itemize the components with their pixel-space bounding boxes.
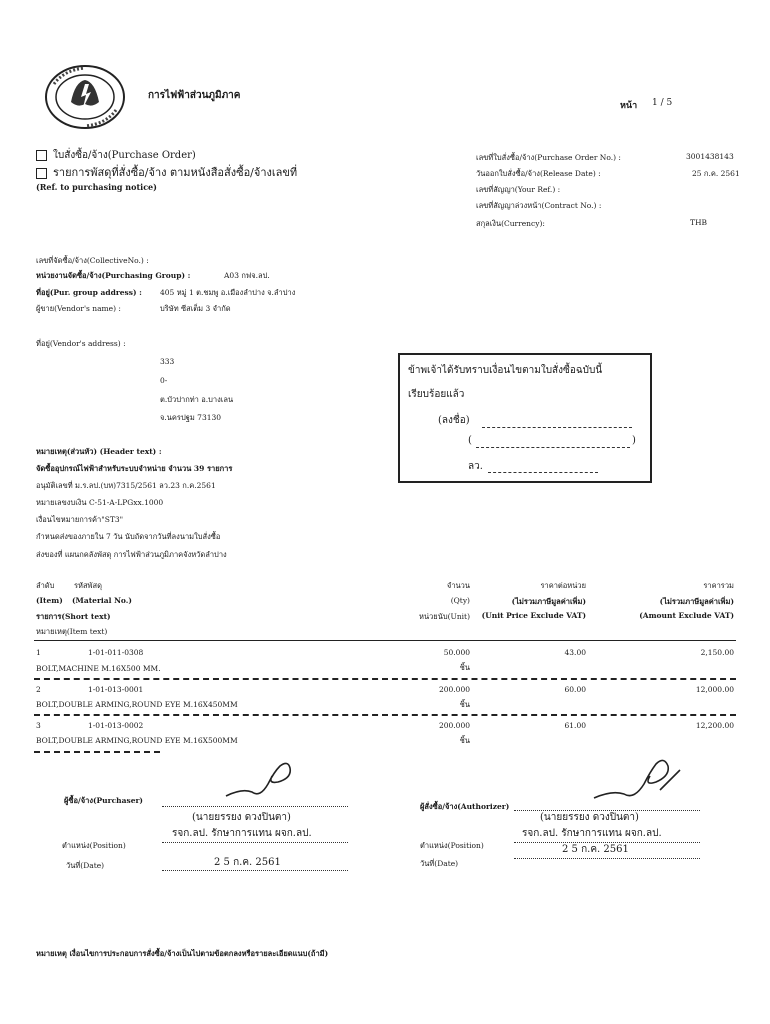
pur-group-address-label: ที่อยู่(Pur. group address) : <box>36 288 142 297</box>
header-text-line-1: จัดซื้ออุปกรณ์ไฟฟ้าสำหรับระบบจำหน่าย จำนวน 39 รายการ <box>36 464 233 473</box>
vendor-name-value: บริษัท ซีสเต็ม 3 จำกัด <box>160 304 231 313</box>
currency-value: THB <box>690 218 708 227</box>
stamp-line-2: เรียบร้อยแล้ว <box>408 389 465 400</box>
row-1-material: 1-01-011-0308 <box>88 648 144 657</box>
row-2-price: 60.00 <box>564 685 586 694</box>
row-3-divider <box>34 751 160 753</box>
your-ref-label: เลขที่สัญญา(Your Ref.) : <box>476 185 561 194</box>
po-label: ใบสั่งซื้อ/จ้าง(Purchase Order) <box>53 150 196 161</box>
col-item-en: (Item) <box>36 596 63 605</box>
col-price-en: (Unit Price Exclude VAT) <box>481 611 586 620</box>
col-unit: หน่วยนับ(Unit) <box>419 612 470 621</box>
col-qty-en: (Qty) <box>450 596 470 605</box>
purchaser-sign-line <box>162 806 348 807</box>
row-2-amount: 12,000.00 <box>695 685 734 694</box>
purchaser-label: ผู้ซื้อ/จ้าง(Purchaser) <box>64 796 143 805</box>
authorizer-date-value: 2 5 ก.ค. 2561 <box>562 844 629 855</box>
row-3-no: 3 <box>36 721 41 730</box>
po-checkbox-row <box>36 148 196 163</box>
vendor-address-line-3: ต.บัวปากท่า อ.บางเลน <box>160 395 234 404</box>
row-2-no: 2 <box>36 685 41 694</box>
authorizer-signature <box>590 754 686 806</box>
col-item-text: หมายเหตุ(Item text) <box>36 627 108 636</box>
row-3-price: 61.00 <box>564 721 586 730</box>
list-checkbox[interactable] <box>36 168 47 179</box>
list-checkbox-row <box>36 163 297 181</box>
row-1-amount: 2,150.00 <box>700 648 734 657</box>
row-3-unit: ชิ้น <box>459 736 470 745</box>
vendor-address-line-1: 333 <box>160 357 175 366</box>
row-1-divider <box>34 678 736 680</box>
row-1-unit: ชิ้น <box>459 663 470 672</box>
row-2-qty: 200.000 <box>438 685 470 694</box>
acknowledgement-stamp <box>398 353 652 483</box>
header-text-line-3: หมายเลขงบเงิน C-51-A-LPGxx.1000 <box>36 498 164 507</box>
authorizer-position-value: รจก.ลป. รักษาการแทน ผจก.ลป. <box>522 828 662 839</box>
po-number-label: เลขที่ใบสั่งซื้อ/จ้าง(Purchase Order No.) : <box>476 153 621 162</box>
header-text-title: หมายเหตุ(ส่วนหัว) (Header text) : <box>36 447 162 456</box>
stamp-date-label: ลว. <box>468 461 483 472</box>
purchaser-date-line <box>162 870 348 871</box>
header-text-line-2: อนุมัติเลขที่ ม.ร.ลป.(บห)7315/2561 ลว.23 ก.ค.2561 <box>36 481 216 490</box>
purchaser-name: (นายยรรยง ดวงปินตา) <box>192 812 291 823</box>
stamp-close-paren: ) <box>632 435 636 446</box>
vendor-address-label: ที่อยู่(Vendor's address) : <box>36 339 126 348</box>
authorizer-position-label: ตำแหน่ง(Position) <box>420 841 484 850</box>
purchasing-group-value: A03 กฟจ.ลป. <box>224 271 270 280</box>
stamp-name-line <box>476 447 630 448</box>
col-short-text: รายการ(Short text) <box>36 612 111 621</box>
row-3-qty: 200.000 <box>438 721 470 730</box>
stamp-open-paren: ( <box>468 435 472 446</box>
header-text-line-5: กำหนดส่งของภายใน 7 วัน นับถัดจากวันที่ลงนามใบสั่งซื้อ <box>36 532 221 541</box>
table-header-rule <box>34 640 736 641</box>
header-text-line-6: ส่งของที่ แผนกคลังพัสดุ การไฟฟ้าส่วนภูมิภาคจังหวัดลำปาง <box>36 550 227 559</box>
col-amount: ราคารวม <box>703 581 734 590</box>
release-date-label: วันออกใบสั่งซื้อ/จ้าง(Release Date) : <box>476 169 601 178</box>
row-3-amount: 12,200.00 <box>695 721 734 730</box>
col-material-en: (Material No.) <box>72 596 132 605</box>
col-price: ราคาต่อหน่วย <box>540 581 586 590</box>
po-checkbox[interactable] <box>36 150 47 161</box>
col-qty: จำนวน <box>446 581 470 590</box>
contract-label: เลขที่สัญญาล่วงหน้า(Contract No.) : <box>476 201 602 210</box>
po-number-value: 3001438143 <box>686 152 734 161</box>
row-2-divider <box>34 714 736 716</box>
collective-label: เลขที่จัดซื้อ/จ้าง(CollectiveNo.) : <box>36 256 149 265</box>
vendor-address-line-4: จ.นครปฐม 73130 <box>160 413 222 422</box>
purchaser-date-value: 2 5 ก.ค. 2561 <box>214 857 281 868</box>
row-2-unit: ชิ้น <box>459 700 470 709</box>
pur-group-address-value: 405 หมู่ 1 ต.ชมพู อ.เมืองลำปาง จ.ลำปาง <box>160 288 296 297</box>
release-date-value: 25 ก.ค. 2561 <box>692 169 740 178</box>
purchaser-signature <box>222 758 302 802</box>
stamp-sign-line <box>482 427 632 428</box>
stamp-date-line <box>488 472 598 473</box>
col-amount-en: (Amount Exclude VAT) <box>639 611 734 620</box>
row-2-desc: BOLT,DOUBLE ARMING,ROUND EYE M.16X450MM <box>36 700 238 709</box>
purchasing-group-label: หน่วยงานจัดซื้อ/จ้าง(Purchasing Group) : <box>36 271 191 280</box>
row-2-material: 1-01-013-0001 <box>88 685 144 694</box>
authorizer-date-label: วันที่(Date) <box>420 859 459 868</box>
list-label: รายการพัสดุที่สั่งซื้อ/จ้าง ตามหนังสือสั่งซื้อ/จ้างเลขที่ <box>53 166 298 179</box>
purchaser-position-value: รจก.ลป. รักษาการแทน ผจก.ลป. <box>172 828 312 839</box>
purchaser-position-line <box>162 842 348 843</box>
page-label: หน้า <box>620 101 638 111</box>
currency-label: สกุลเงิน(Currency): <box>476 219 545 228</box>
stamp-sign-label: (ลงชื่อ) <box>438 415 470 426</box>
ref-label: (Ref. to purchasing notice) <box>36 182 157 192</box>
org-name: การไฟฟ้าส่วนภูมิภาค <box>148 90 241 101</box>
row-1-price: 43.00 <box>564 648 586 657</box>
row-3-material: 1-01-013-0002 <box>88 721 144 730</box>
footer-note: หมายเหตุ เงื่อนไขการประกอบการสั่งซื้อ/จ้างเป็นไปตามข้อตกลงหรือรายละเอียดแนบ(ถ้ามี) <box>36 949 329 958</box>
purchaser-date-label: วันที่(Date) <box>66 861 105 870</box>
authorizer-name: (นายยรรยง ดวงปินตา) <box>540 812 639 823</box>
col-item: ลำดับ <box>36 581 55 590</box>
vendor-name-label: ผู้ขาย(Vendor's name) : <box>36 304 121 313</box>
col-material: รหัสพัสดุ <box>74 581 102 590</box>
row-1-no: 1 <box>36 648 41 657</box>
page-value: 1 / 5 <box>652 98 673 108</box>
authorizer-date-line <box>514 858 700 859</box>
col-price-th: (ไม่รวมภาษีมูลค่าเพิ่ม) <box>511 597 586 606</box>
row-3-desc: BOLT,DOUBLE ARMING,ROUND EYE M.16X500MM <box>36 736 238 745</box>
header-text-line-4: เงื่อนไขหมายการค้า"ST3" <box>36 515 124 524</box>
stamp-line-1: ข้าพเจ้าได้รับทราบเงื่อนไขตามใบสั่งซื้อฉบับนี้ <box>408 365 603 376</box>
row-1-desc: BOLT,MACHINE M.16X500 MM. <box>36 664 161 673</box>
row-1-qty: 50.000 <box>443 648 470 657</box>
pea-logo <box>44 64 126 130</box>
col-amount-th: (ไม่รวมภาษีมูลค่าเพิ่ม) <box>659 597 734 606</box>
vendor-address-line-2: 0- <box>160 376 168 385</box>
authorizer-label: ผู้สั่งซื้อ/จ้าง(Authorizer) <box>420 802 510 811</box>
purchaser-position-label: ตำแหน่ง(Position) <box>62 841 126 850</box>
